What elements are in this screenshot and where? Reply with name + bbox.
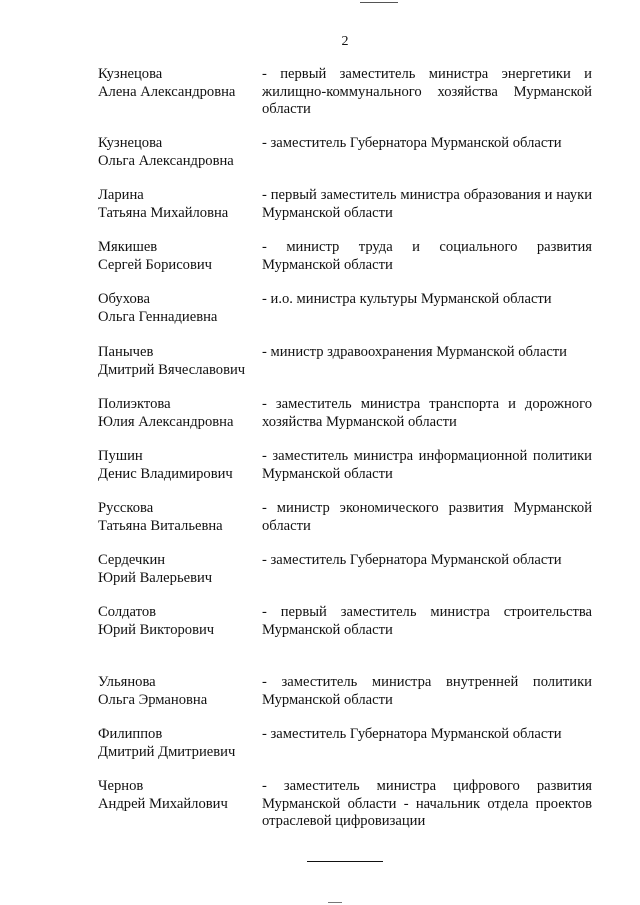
person-position: - заместитель Губернатора Мурманской области <box>262 552 562 568</box>
person-surname: Кузнецова <box>98 135 163 151</box>
person-name <box>98 396 263 431</box>
person-position: - заместитель министра транспорта и дорожного хозяйства Мурманской области <box>262 396 592 430</box>
person-given-names: Дмитрий Вячеславович <box>98 361 246 378</box>
person-name <box>98 66 263 101</box>
person-name <box>98 187 263 222</box>
person-name <box>98 448 263 483</box>
person-name <box>98 552 263 587</box>
person-surname: Ларина <box>98 187 144 203</box>
person-given-names: Татьяна Михайловна <box>98 204 229 221</box>
person-name <box>98 778 263 813</box>
bottom-scan-mark <box>328 902 342 903</box>
person-name <box>98 500 263 535</box>
person-surname: Панычев <box>98 344 154 360</box>
person-name <box>98 239 263 274</box>
person-name <box>98 674 263 709</box>
person-surname: Полиэктова <box>98 396 171 412</box>
person-position: - заместитель Губернатора Мурманской области <box>262 135 562 151</box>
person-surname: Солдатов <box>98 604 157 620</box>
top-scan-mark <box>360 2 398 3</box>
person-given-names: Ольга Эрмановна <box>98 691 208 708</box>
person-name <box>98 135 263 170</box>
person-given-names: Андрей Михайлович <box>98 795 228 812</box>
person-position: - первый заместитель министра образования и науки Мурманской области <box>262 187 592 221</box>
person-position: - заместитель Губернатора Мурманской области <box>262 726 562 742</box>
person-surname: Кузнецова <box>98 66 163 82</box>
person-name <box>98 726 263 761</box>
person-name <box>98 604 263 639</box>
person-surname: Русскова <box>98 500 154 516</box>
person-position: - первый заместитель министра строительства Мурманской области <box>262 604 592 638</box>
person-name <box>98 291 263 326</box>
person-name <box>98 344 263 379</box>
person-given-names: Юлия Александровна <box>98 413 234 430</box>
person-position: - первый заместитель министра энергетики и жилищно-коммунального хозяйства Мурманской области <box>262 66 592 117</box>
person-given-names: Ольга Геннадиевна <box>98 308 218 325</box>
person-surname: Чернов <box>98 778 144 794</box>
person-position: - заместитель министра информационной политики Мурманской области <box>262 448 592 482</box>
person-position: - министр экономического развития Мурманской области <box>262 500 592 534</box>
person-given-names: Юрий Викторович <box>98 621 215 638</box>
person-surname: Пушин <box>98 448 143 464</box>
person-surname: Филиппов <box>98 726 163 742</box>
person-surname: Ульянова <box>98 674 156 690</box>
person-position: - министр труда и социального развития Мурманской области <box>262 239 592 273</box>
person-position: - и.о. министра культуры Мурманской области <box>262 291 552 307</box>
person-given-names: Денис Владимирович <box>98 465 233 482</box>
person-position: - заместитель министра цифрового развития Мурманской области - начальник отдела проектов отраслевой цифровизации <box>262 778 592 829</box>
person-given-names: Татьяна Витальевна <box>98 517 223 534</box>
person-position: - заместитель министра внутренней политики Мурманской области <box>262 674 592 708</box>
person-given-names: Дмитрий Дмитриевич <box>98 743 236 760</box>
person-position: - министр здравоохранения Мурманской области <box>262 344 567 360</box>
bottom-rule <box>307 861 383 862</box>
person-given-names: Юрий Валерьевич <box>98 569 213 586</box>
person-given-names: Алена Александровна <box>98 83 236 100</box>
person-given-names: Сергей Борисович <box>98 256 213 273</box>
page-number: 2 <box>341 34 349 49</box>
person-surname: Обухова <box>98 291 150 307</box>
person-surname: Сердечкин <box>98 552 166 568</box>
person-surname: Мякишев <box>98 239 158 255</box>
person-given-names: Ольга Александровна <box>98 152 234 169</box>
